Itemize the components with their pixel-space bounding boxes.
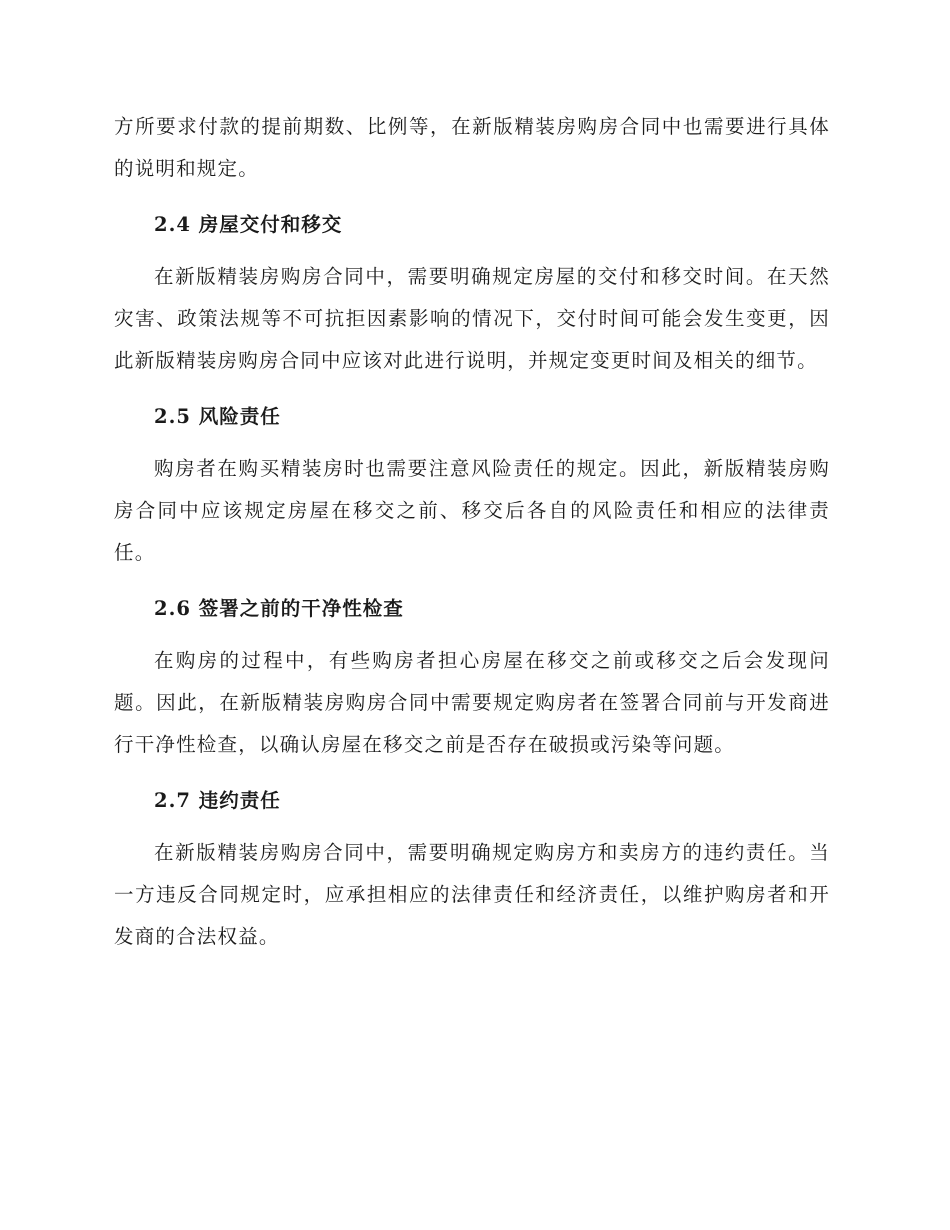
section-heading: 2.5 风险责任 <box>154 405 281 428</box>
intro-paragraph: 方所要求付款的提前期数、比例等，在新版精装房购房合同中也需要进行具体的说明和规定。 <box>114 115 830 180</box>
section-2-5 <box>114 382 830 574</box>
section-body: 购房者在购买精装房时也需要注意风险责任的规定。因此，新版精装房购房合同中应该规定房屋在移交之前、移交后各自的风险责任和相应的法律责任。 <box>114 457 830 564</box>
document-page <box>114 106 830 958</box>
section-body: 在新版精装房购房合同中，需要明确规定房屋的交付和移交时间。在天然灾害、政策法规等不可抗拒因素影响的情况下，交付时间可能会发生变更，因此新版精装房购房合同中应该对此进行说明，并规定变更时间及相关的细节。 <box>114 265 830 372</box>
section-body: 在新版精装房购房合同中，需要明确规定购房方和卖房方的违约责任。当一方违反合同规定时，应承担相应的法律责任和经济责任，以维护购房者和开发商的合法权益。 <box>114 841 830 948</box>
section-heading: 2.6 签署之前的干净性检查 <box>154 597 404 620</box>
section-2-6 <box>114 574 830 766</box>
section-2-7 <box>114 766 830 958</box>
section-heading: 2.7 违约责任 <box>154 789 281 812</box>
section-heading: 2.4 房屋交付和移交 <box>154 213 343 236</box>
section-2-4 <box>114 190 830 382</box>
section-body: 在购房的过程中，有些购房者担心房屋在移交之前或移交之后会发现问题。因此，在新版精装房购房合同中需要规定购房者在签署合同前与开发商进行干净性检查，以确认房屋在移交之前是否存在破损或污染等问题。 <box>114 649 830 756</box>
